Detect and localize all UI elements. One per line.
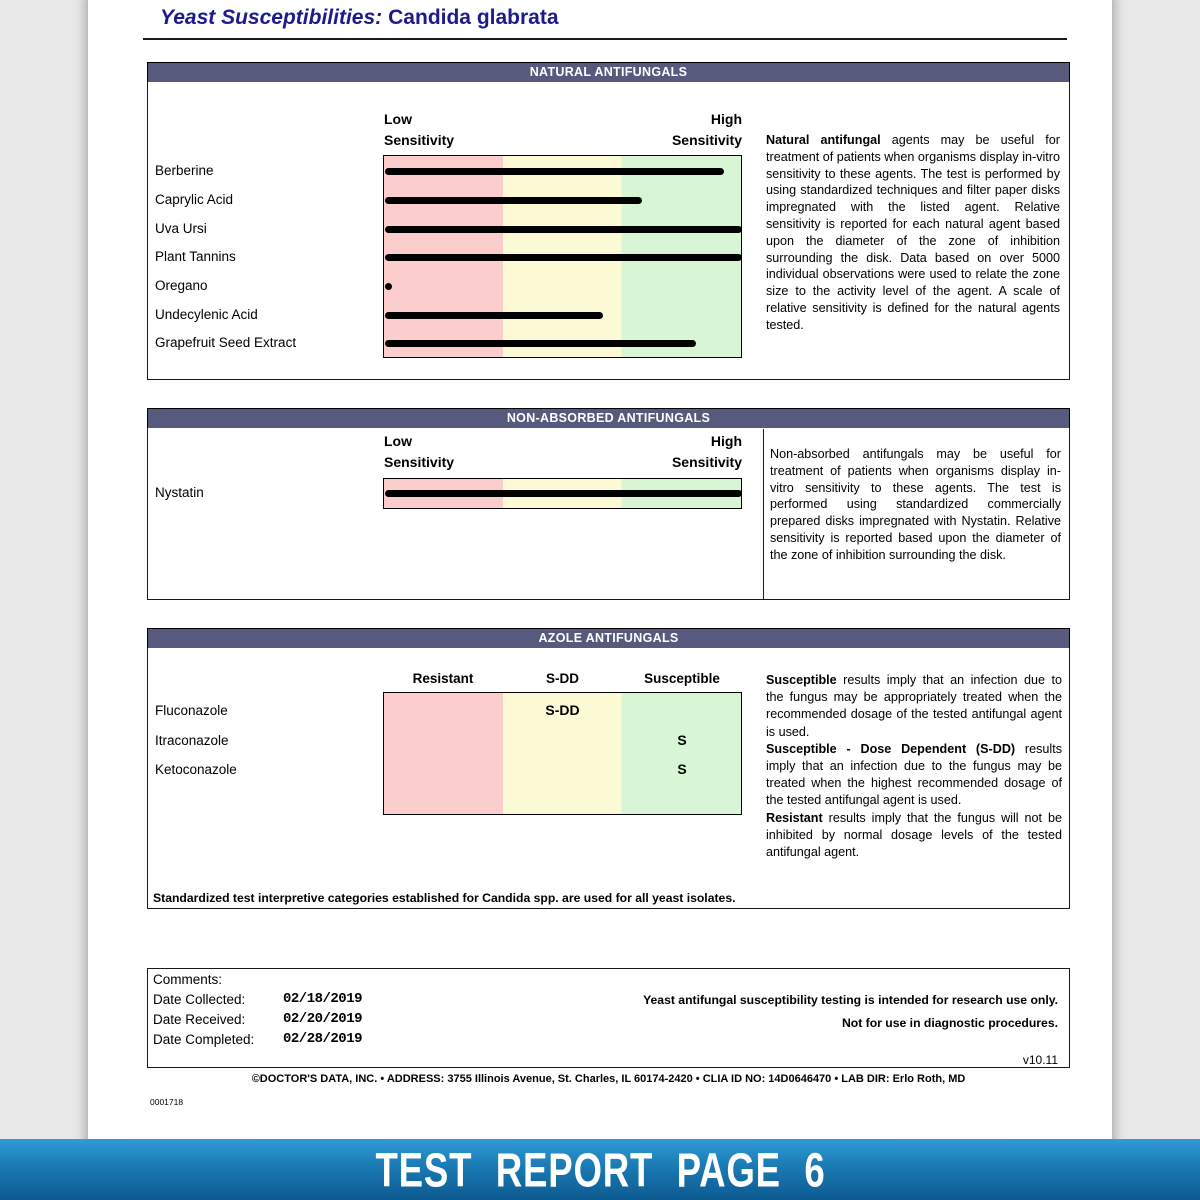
section-header-azole: AZOLE ANTIFUNGALS — [147, 628, 1070, 649]
page-title — [160, 6, 559, 30]
row-label-berberine: Berberine — [155, 163, 214, 178]
azole-paragraph-susceptible: Susceptible results imply that an infection due to the fungus may be appropriately treated when the recommended dosage of the tested antifungal agent is used. — [766, 673, 1062, 739]
result-itraconazole: S — [677, 732, 687, 748]
section-header-natural: NATURAL ANTIFUNGALS — [147, 62, 1070, 83]
row-label-nystatin: Nystatin — [155, 485, 204, 500]
high-sensitivity-label: High Sensitivity — [671, 111, 742, 148]
column-header-sdd: S-DD — [546, 671, 579, 686]
document-number: 0001718 — [150, 1097, 184, 1107]
sensitivity-bar-berberine — [385, 168, 724, 175]
column-header-resistant: Resistant — [412, 671, 474, 686]
natural-description: Natural antifungal agents may be useful for treatment of patients when organisms display in-vitro sensitivity to these agents. The test is performed by using standardized techniques and filter paper disks impregnated with the listed agent. Relative sensitivity is reported for each natural agent based upon the diameter of the zone of inhibition surrounding the disk. Data based on over 5000 individual observations were used to relate the zone size to the activity level of the agent. A scale of relative sensitivity is defined for the natural agents tested. — [766, 133, 1060, 332]
sensitivity-bar-grapefruit-seed-extract — [385, 340, 696, 347]
azole-paragraph-resistant: Resistant results imply that the fungus will not be inhibited by normal dosage levels of the tested antifungal agent. — [766, 810, 1062, 860]
banner-title: TEST REPORT PAGE 6 — [374, 1142, 826, 1197]
date-received-label: Date Received: — [153, 1012, 246, 1027]
title-underline — [143, 38, 1067, 40]
row-label-itraconazole: Itraconazole — [155, 733, 229, 748]
title-species: Candida glabrata — [388, 6, 559, 29]
low-sensitivity-label-2: Low Sensitivity — [384, 433, 455, 470]
research-note-line1: Yeast antifungal susceptibility testing is intended for research use only. — [643, 993, 1058, 1007]
date-completed-value: 02/28/2019 — [283, 1031, 363, 1047]
row-label-ketoconazole: Ketoconazole — [155, 762, 237, 777]
date-collected-label: Date Collected: — [153, 992, 246, 1007]
sensitivity-chart-natural — [383, 155, 742, 358]
sensitivity-bar-undecylenic-acid — [385, 312, 603, 319]
row-label-caprylic-acid: Caprylic Acid — [155, 192, 234, 207]
non-absorbed-description: Non-absorbed antifungals may be useful for treatment of patients when organisms display in-vitro sensitivity to these agents. The test is performed using standardized commercially prepared disks impregnated with Nystatin. Relative sensitivity is reported based upon the diameter of the zone of inhibition surrounding the disk. — [770, 447, 1061, 562]
sensitivity-bar-oregano — [385, 283, 392, 290]
row-label-plant-tannins: Plant Tannins — [155, 249, 236, 264]
test-report-banner — [0, 1139, 1200, 1200]
section-header-non-absorbed: NON-ABSORBED ANTIFUNGALS — [147, 408, 1070, 429]
version-label: v10.11 — [1022, 1053, 1058, 1067]
result-fluconazole: S-DD — [545, 702, 580, 718]
low-sensitivity-label: Low Sensitivity — [384, 111, 455, 148]
research-note-line2: Not for use in diagnostic procedures. — [841, 1016, 1058, 1030]
sensitivity-chart-non-absorbed — [383, 478, 742, 509]
row-label-oregano: Oregano — [155, 278, 208, 293]
sensitivity-bar-nystatin — [385, 490, 742, 497]
interpretive-note: Standardized test interpretive categories established for Candida spp. are used for all yeast isolates. — [153, 891, 736, 905]
footer-address-line: ©DOCTOR'S DATA, INC. • ADDRESS: 3755 Illinois Avenue, St. Charles, IL 60174-2420 • CLIA ID NO: 14D0646470 • LAB DIR: Erlo Roth, MD — [251, 1073, 966, 1085]
sensitivity-bar-plant-tannins — [385, 254, 742, 261]
high-sensitivity-label-2: High Sensitivity — [671, 433, 742, 470]
row-label-fluconazole: Fluconazole — [155, 703, 228, 718]
column-header-susceptible: Susceptible — [644, 671, 720, 686]
comments-label: Comments: — [153, 972, 223, 987]
row-label-grapefruit-seed-extract: Grapefruit Seed Extract — [155, 335, 297, 350]
azole-paragraph-sdd: Susceptible - Dose Dependent (S-DD) results imply that an infection due to the fungus may be treated when the highest recommended dosage of the tested antifungal agent is used. — [766, 741, 1062, 808]
date-completed-label: Date Completed: — [153, 1032, 255, 1047]
date-received-value: 02/20/2019 — [283, 1011, 363, 1027]
sensitivity-bar-caprylic-acid — [385, 197, 642, 204]
row-label-uva-ursi: Uva Ursi — [155, 221, 207, 236]
row-label-undecylenic-acid: Undecylenic Acid — [155, 307, 258, 322]
result-ketoconazole: S — [677, 761, 687, 777]
date-collected-value: 02/18/2019 — [283, 991, 363, 1007]
title-prefix: Yeast Susceptibilities: — [160, 6, 383, 29]
azole-description — [766, 672, 1062, 861]
sensitivity-bar-uva-ursi — [385, 226, 742, 233]
